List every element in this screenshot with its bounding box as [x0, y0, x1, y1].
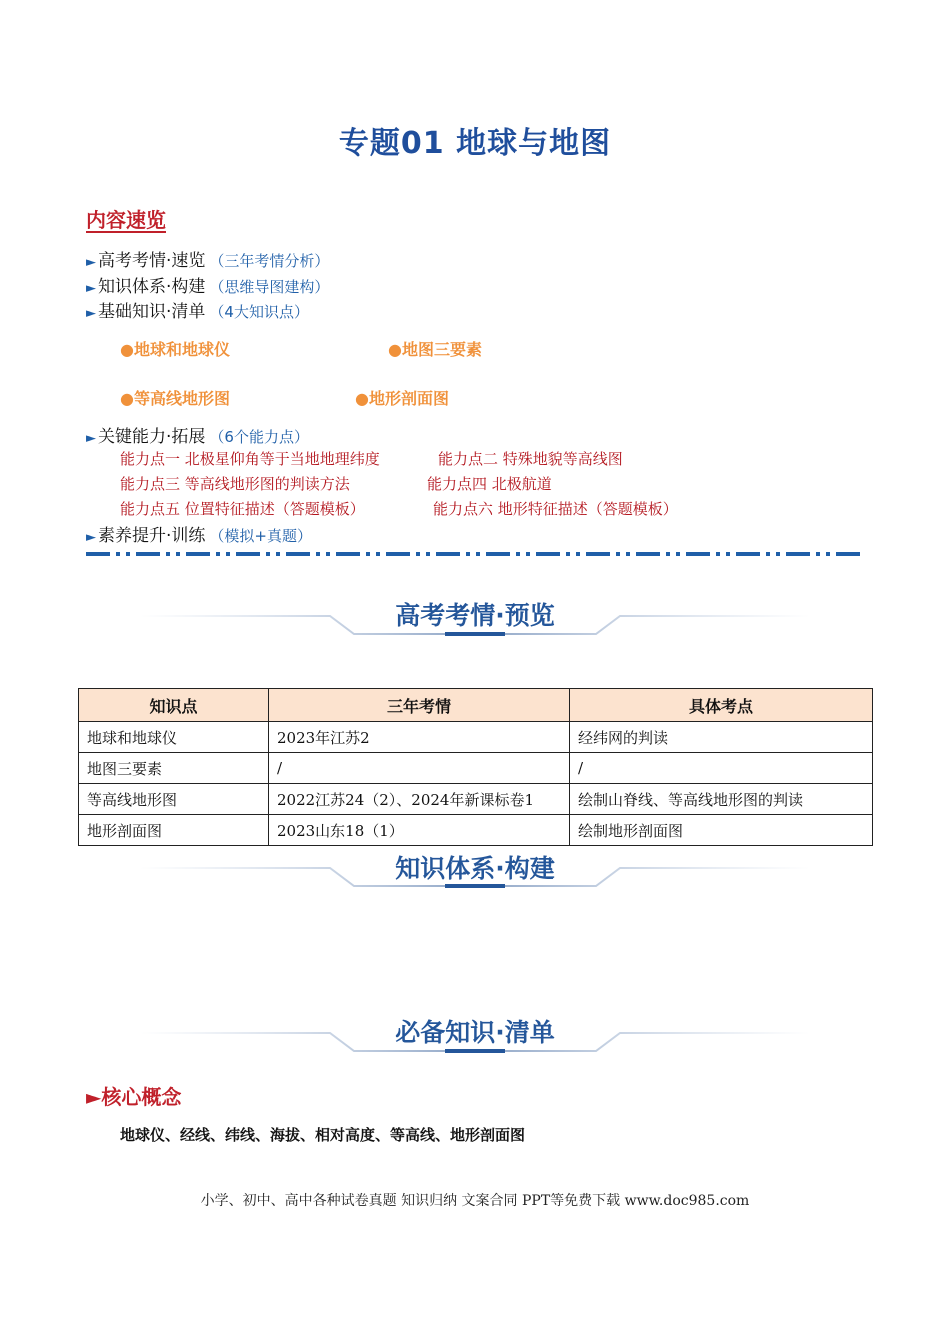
knowledge-point-profile[interactable]: ●地形剖面图 — [355, 389, 449, 408]
page-title: 专题01 地球与地图 — [338, 126, 612, 161]
table-header-cell: 知识点 — [79, 689, 269, 722]
dash-divider — [86, 551, 864, 557]
table-header-row — [79, 689, 873, 722]
toc-heading: 内容速览 — [86, 208, 166, 232]
triangle-bullet-icon: ► — [86, 306, 96, 321]
table-row — [79, 753, 873, 784]
triangle-bullet-icon: ► — [86, 281, 96, 296]
table-cell: 等高线地形图 — [79, 784, 269, 815]
table-header-cell: 三年考情 — [269, 689, 570, 722]
table-row — [79, 784, 873, 815]
toc-item-ability[interactable]: ► 关键能力·拓展 （6个能力点） — [86, 427, 309, 447]
page-footer: 小学、初中、高中各种试卷真题 知识归纳 文案合同 PPT等免费下载 www.doc985.com — [200, 1193, 750, 1209]
core-concepts-text: 地球仪、经线、纬线、海拔、相对高度、等高线、地形剖面图 — [120, 1126, 526, 1144]
table-cell: 绘制山脊线、等高线地形图的判读 — [570, 784, 873, 815]
banner-exam-preview: 高考考情·预览 — [395, 601, 555, 630]
knowledge-point-contour[interactable]: ●等高线地形图 — [120, 389, 230, 408]
table-cell: 2022江苏24（2）、2024年新课标卷1 — [269, 784, 570, 815]
core-concepts-heading: ►核心概念 — [86, 1085, 182, 1109]
triangle-bullet-icon: ► — [86, 431, 96, 446]
exam-table — [78, 688, 873, 846]
ability-point-4[interactable]: 能力点四 北极航道 — [427, 475, 552, 493]
triangle-bullet-icon: ► — [86, 255, 96, 270]
toc-item-basic[interactable]: ► 基础知识·清单 （4大知识点） — [86, 302, 309, 322]
table-row — [79, 722, 873, 753]
table-cell: 经纬网的判读 — [570, 722, 873, 753]
triangle-bullet-icon: ► — [86, 530, 96, 545]
banner-knowledge-system: 知识体系·构建 — [395, 854, 555, 883]
knowledge-point-map-elements[interactable]: ●地图三要素 — [388, 340, 482, 359]
ability-point-1[interactable]: 能力点一 北极星仰角等于当地地理纬度 — [120, 450, 380, 468]
table-cell: 绘制地形剖面图 — [570, 815, 873, 846]
table-cell: 2023年江苏2 — [269, 722, 570, 753]
table-cell: / — [269, 753, 570, 784]
table-cell: 地形剖面图 — [79, 815, 269, 846]
table-cell: / — [570, 753, 873, 784]
toc-item-system[interactable]: ► 知识体系·构建 （思维导图建构） — [86, 277, 330, 297]
banner-basic-knowledge: 必备知识·清单 — [395, 1018, 555, 1047]
toc-item-exam[interactable]: ► 高考考情·速览 （三年考情分析） — [86, 251, 330, 271]
ability-point-6[interactable]: 能力点六 地形特征描述（答题模板） — [433, 500, 678, 518]
table-row — [79, 815, 873, 846]
table-cell: 地图三要素 — [79, 753, 269, 784]
ability-point-2[interactable]: 能力点二 特殊地貌等高线图 — [438, 450, 623, 468]
ability-point-3[interactable]: 能力点三 等高线地形图的判读方法 — [120, 475, 350, 493]
knowledge-point-globe[interactable]: ●地球和地球仪 — [120, 340, 230, 359]
ability-point-5[interactable]: 能力点五 位置特征描述（答题模板） — [120, 500, 365, 518]
toc-item-training[interactable]: ► 素养提升·训练 （模拟+真题） — [86, 526, 312, 546]
table-header-cell: 具体考点 — [570, 689, 873, 722]
table-cell: 地球和地球仪 — [79, 722, 269, 753]
table-cell: 2023山东18（1） — [269, 815, 570, 846]
